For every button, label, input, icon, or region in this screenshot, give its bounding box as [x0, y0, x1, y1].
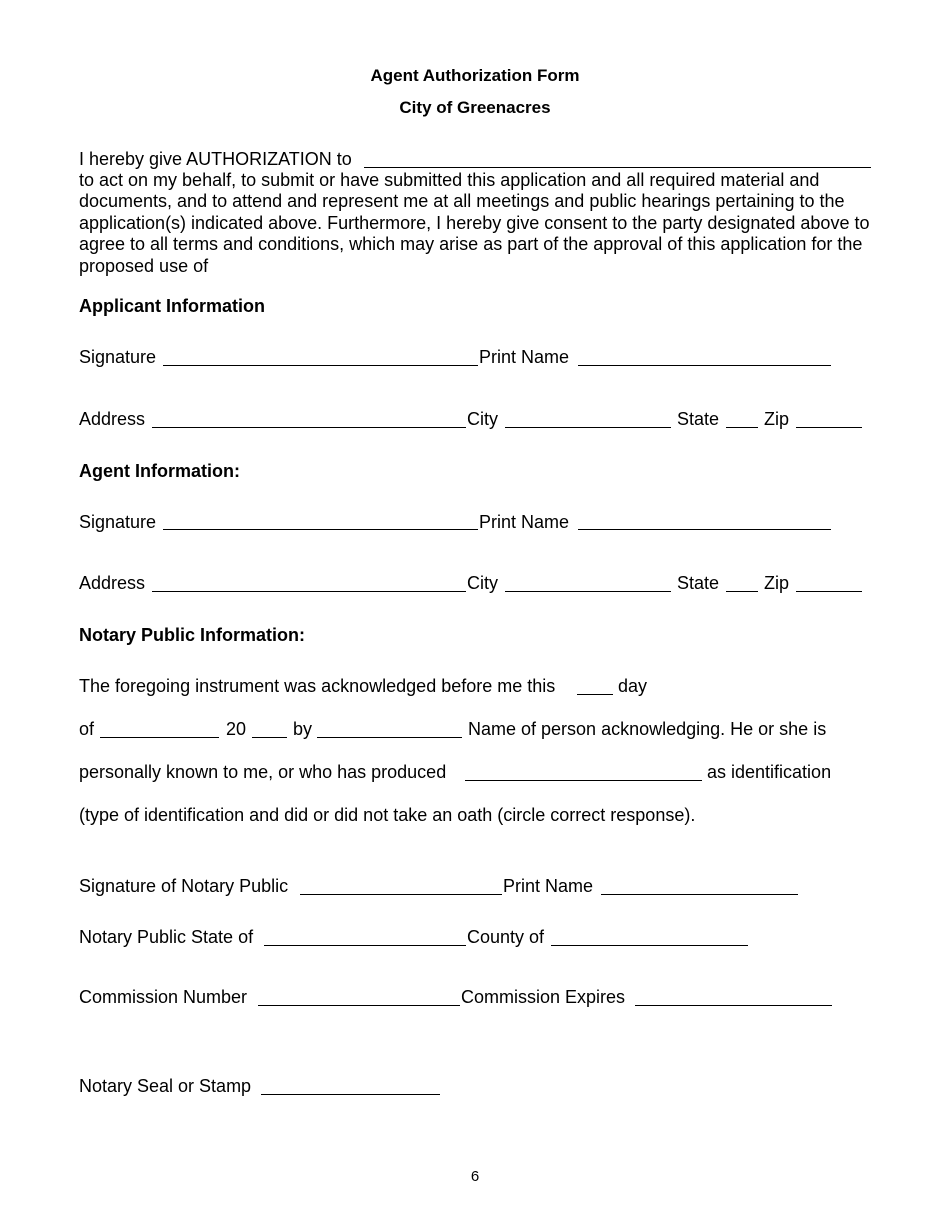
applicant-address-field[interactable]	[152, 427, 466, 428]
notary-seal-label: Notary Seal or Stamp	[79, 1076, 252, 1096]
notary-line1-text: The foregoing instrument was acknowledged before me this	[79, 676, 556, 696]
agent-state-field[interactable]	[726, 591, 758, 592]
applicant-signature-field[interactable]	[163, 365, 478, 366]
agent-print-name-field[interactable]	[578, 529, 831, 530]
commission-expires-label: Commission Expires	[461, 987, 626, 1007]
form-subtitle: City of Greenacres	[399, 98, 551, 117]
applicant-signature-label: Signature	[79, 347, 157, 367]
notary-acknowledger-name-field[interactable]	[317, 737, 462, 738]
commission-number-label: Commission Number	[79, 987, 248, 1007]
agent-city-label: City	[467, 573, 498, 593]
notary-of-label: of	[79, 719, 95, 739]
notary-by-label: by	[293, 719, 313, 739]
agent-city-field[interactable]	[505, 591, 671, 592]
agent-heading: Agent Information:	[79, 461, 240, 481]
notary-signature-field[interactable]	[300, 894, 502, 895]
applicant-state-field[interactable]	[726, 427, 758, 428]
notary-line3-end: as identification	[707, 762, 832, 782]
notary-month-field[interactable]	[100, 737, 219, 738]
applicant-city-label: City	[467, 409, 498, 429]
applicant-print-name-label: Print Name	[479, 347, 570, 367]
commission-number-field[interactable]	[258, 1005, 460, 1006]
notary-line2-rest: Name of person acknowledging. He or she is	[468, 719, 827, 739]
notary-state-field[interactable]	[264, 945, 466, 946]
authorization-lead: I hereby give AUTHORIZATION to	[79, 149, 352, 169]
authorization-body: to act on my behalf, to submit or have submitted this application and all required material and documents, and to attend and represent me at all meetings and public hearings pertaining to the application(s) indicated above. Furthermore, I hereby give consent to the party designated above to agree to all terms and conditions, which may arise as part of the approval of this application for the proposed use of	[79, 170, 870, 276]
applicant-state-label: State	[677, 409, 720, 429]
notary-print-name-field[interactable]	[601, 894, 798, 895]
agent-signature-label: Signature	[79, 512, 157, 532]
notary-year-field[interactable]	[252, 737, 287, 738]
notary-line3-text: personally known to me, or who has produced	[79, 762, 447, 782]
notary-print-name-label: Print Name	[503, 876, 594, 896]
notary-day-field[interactable]	[577, 694, 613, 695]
notary-county-label: County of	[467, 927, 545, 947]
notary-line4-text: (type of identification and did or did not take an oath (circle correct response).	[79, 805, 696, 825]
applicant-address-label: Address	[79, 409, 146, 429]
notary-signature-label: Signature of Notary Public	[79, 876, 289, 896]
agent-zip-label: Zip	[764, 573, 790, 593]
notary-heading: Notary Public Information:	[79, 625, 306, 645]
applicant-city-field[interactable]	[505, 427, 671, 428]
page-number: 6	[470, 1168, 480, 1185]
commission-expires-field[interactable]	[635, 1005, 832, 1006]
agent-address-field[interactable]	[152, 591, 466, 592]
notary-year-prefix: 20	[226, 719, 247, 739]
notary-identification-field[interactable]	[465, 780, 702, 781]
applicant-print-name-field[interactable]	[578, 365, 831, 366]
authorized-agent-name-field[interactable]	[364, 167, 871, 168]
notary-county-field[interactable]	[551, 945, 748, 946]
applicant-zip-field[interactable]	[796, 427, 862, 428]
agent-signature-field[interactable]	[163, 529, 478, 530]
notary-day-label: day	[618, 676, 648, 696]
agent-print-name-label: Print Name	[479, 512, 570, 532]
notary-seal-field[interactable]	[261, 1094, 440, 1095]
notary-state-label: Notary Public State of	[79, 927, 254, 947]
applicant-heading: Applicant Information	[79, 296, 265, 316]
applicant-zip-label: Zip	[764, 409, 790, 429]
form-title: Agent Authorization Form	[370, 66, 580, 85]
agent-state-label: State	[677, 573, 720, 593]
agent-zip-field[interactable]	[796, 591, 862, 592]
agent-address-label: Address	[79, 573, 146, 593]
